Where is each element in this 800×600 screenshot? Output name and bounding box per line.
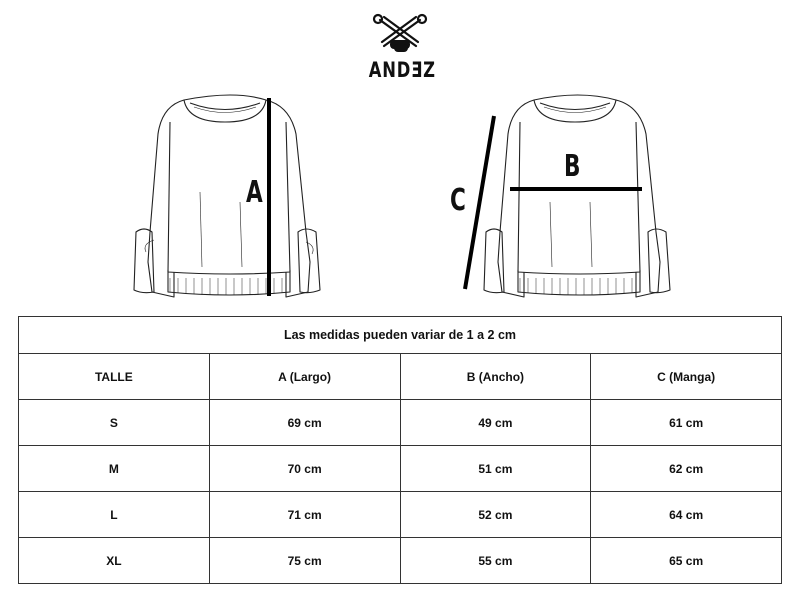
size-variation-note: Las medidas pueden variar de 1 a 2 cm [19,317,782,354]
size-cell: S [19,400,210,446]
brand-logo [360,12,440,82]
largo-cell: 75 cm [209,538,400,584]
measure-label-c: C [450,183,466,218]
table-row [19,492,782,538]
ancho-cell: 51 cm [400,446,591,492]
header-talle: TALLE [19,354,210,400]
brand-name: ANDƎZ [368,58,436,82]
size-cell: L [19,492,210,538]
sweater-width-sleeve-diagram [440,92,680,302]
sweater-outline-left [130,92,340,302]
crossed-safety-pins-icon [370,12,430,56]
size-cell: M [19,446,210,492]
measure-label-a: A [246,175,263,210]
manga-cell: 61 cm [591,400,782,446]
size-cell: XL [19,538,210,584]
table-row [19,538,782,584]
manga-cell: 65 cm [591,538,782,584]
sweater-front-diagram [130,92,340,302]
header-manga: C (Manga) [591,354,782,400]
largo-cell: 69 cm [209,400,400,446]
largo-cell: 70 cm [209,446,400,492]
table-row [19,446,782,492]
largo-cell: 71 cm [209,492,400,538]
ancho-cell: 52 cm [400,492,591,538]
manga-cell: 62 cm [591,446,782,492]
header-ancho: B (Ancho) [400,354,591,400]
manga-cell: 64 cm [591,492,782,538]
table-header-row [19,354,782,400]
header-largo: A (Largo) [209,354,400,400]
sweater-outline-right [440,92,680,302]
ancho-cell: 55 cm [400,538,591,584]
table-note-row [19,317,782,354]
size-table [18,316,782,584]
table-row [19,400,782,446]
measure-label-b: B [564,149,581,184]
ancho-cell: 49 cm [400,400,591,446]
